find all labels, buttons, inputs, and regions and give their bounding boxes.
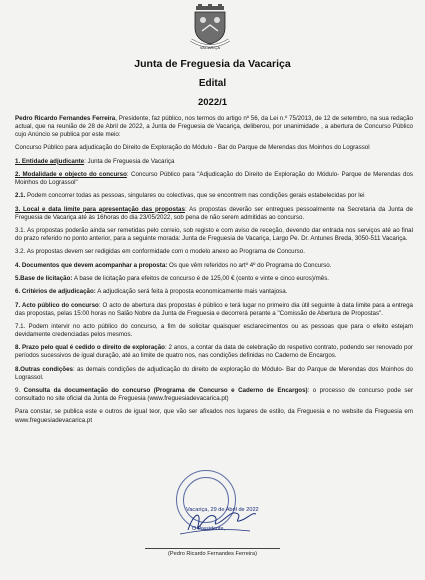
item-8: 8. Prazo pelo qual é cedido o direito de exploração: 2 anos, a contar da data de celebração do respetivo contrato, podendo ser renovado por períodos sucessivos de igual duração, até ao limite de quatro nos, nas condições definidas no Caderno de Encargos.: [15, 344, 413, 360]
intro-paragraph: Pedro Ricardo Fernandes Ferreira, Presidente, faz público, nos termos do artigo nº 56, da Lei n.º 75/2013, de 12 de setembro, na sua redação actual, que na reunião de 28 de Abril de 2022, a Junta de Freguesia de Vacariça, deliberou, por unanimidade , a abertura de Concurso Público cujo Anúncio se publica por este meio:: [15, 115, 413, 139]
item-2-1: 2.1. Podem concorrer todas as pessoas, singulares ou colectivas, que se encontrem nas condições gerais estabelecidas por lei: [15, 192, 365, 200]
item-7-1: 7.1. Podem intervir no acto público do concurso, a fim de solicitar quaisquer esclarecimentos ou as pessoas que para o efeito estejam devidamente credenciadas pelos mesmos.: [15, 322, 413, 339]
item-1: 1. Entidade adjudicante: Junta de Freguesia de Vacariça: [15, 157, 175, 165]
document-body: [15, 115, 413, 430]
signatory-name: (Pedro Ricardo Fernandes Ferreira): [168, 551, 257, 557]
signature-role: O Presidente,: [192, 526, 225, 532]
handwritten-signature: [158, 500, 268, 540]
item-4: 4. Documentos que devem acompanhar a proposta: Os que vêm referidos no artº 4º do Programa do Concurso.: [15, 261, 332, 269]
item-2: 2. Modalidade e objecto do concurso: Concurso Público para "Adjudicação do Direito de Exploração do Módulo- Parque de Merendas dos Moinhos do Lograssol": [15, 171, 413, 187]
subject-paragraph: Concurso Público para adjudicação do Direito de Exploração do Módulo - Bar do Parque de Merendas dos Moinhos do Lograssol: [15, 144, 370, 152]
item-9: 9. Consulta da documentação do concurso (Programa de Concurso e Caderno de Encargos): o processo de concurso pode ser consultado no site oficial da Junta de Freguesia (www.freguesiadevacarica.pt): [15, 387, 413, 403]
svg-text:VACARIÇA: VACARIÇA: [199, 45, 221, 50]
document-type: Edital: [198, 78, 227, 89]
edital-number: 2022/1: [197, 97, 228, 108]
signature-line: [145, 548, 280, 549]
document-title: Junta de Freguesia da Vacariça: [134, 58, 291, 70]
signature-date: Vacariça, 29 de Abril de 2022: [186, 507, 259, 513]
item-3-2: 3.2. As propostas devem ser redigidas em conformidade com o modelo anexo ao Programa de Concurso.: [15, 248, 305, 256]
item-8-other: 8.Outras condições: as demais condições de adjudicação do direito de exploração do Módulo- Bar do Parque de Merendas dos Moinhos do Lograssol.: [15, 365, 413, 381]
item-7: 7. Acto público do concurso: O acto de abertura das propostas é público e terá lugar no primeiro dia útil seguinte à data limite para a entrega das propostas, pelas 15:00 horas no Salão Nobre da Junta de Freguesia e decorrerá perante a "Comissão de Abertura de Propostas".: [15, 301, 413, 317]
item-6: 6. Critérios de adjudicação: A adjudicação será feita à proposta economicamente mais vantajosa.: [15, 288, 288, 296]
item-3-1: 3.1. As propostas poderão ainda ser remetidas pelo correio, sob registo e com aviso de receção, devendo dar entrada nos serviços até ao final do prazo referido no ponto anterior, para a seguinte morada: Junta de Freguesia de Vacariça, Largo Pe. Dr. Antunes Breda, 3050-511 Vacariça.: [15, 227, 413, 243]
president-name: Pedro Ricardo Fernandes Ferreira: [15, 115, 116, 122]
item-5: 5.Base de licitação: A base de licitação para efeitos de concurso é de 125,00 € (cento e vinte e cinco euros)/mês.: [15, 275, 330, 282]
parish-coat-of-arms-icon: [188, 4, 232, 52]
item-3: 3. Local e data limite para apresentação das propostas: As propostas deverão ser entregues pessoalmente na Secretaria da Junta de Freguesia de Vacariça até às 16horas do dia 23/05/2022, sob pena de não serem admitidas ao concurso.: [15, 205, 414, 221]
closing-paragraph: Para constar, se publica este e outros de igual teor, que vão ser afixados nos lugares de estilo, da Freguesia e no website da Freguesia em www.freguesiadevacarica.pt: [15, 408, 413, 424]
